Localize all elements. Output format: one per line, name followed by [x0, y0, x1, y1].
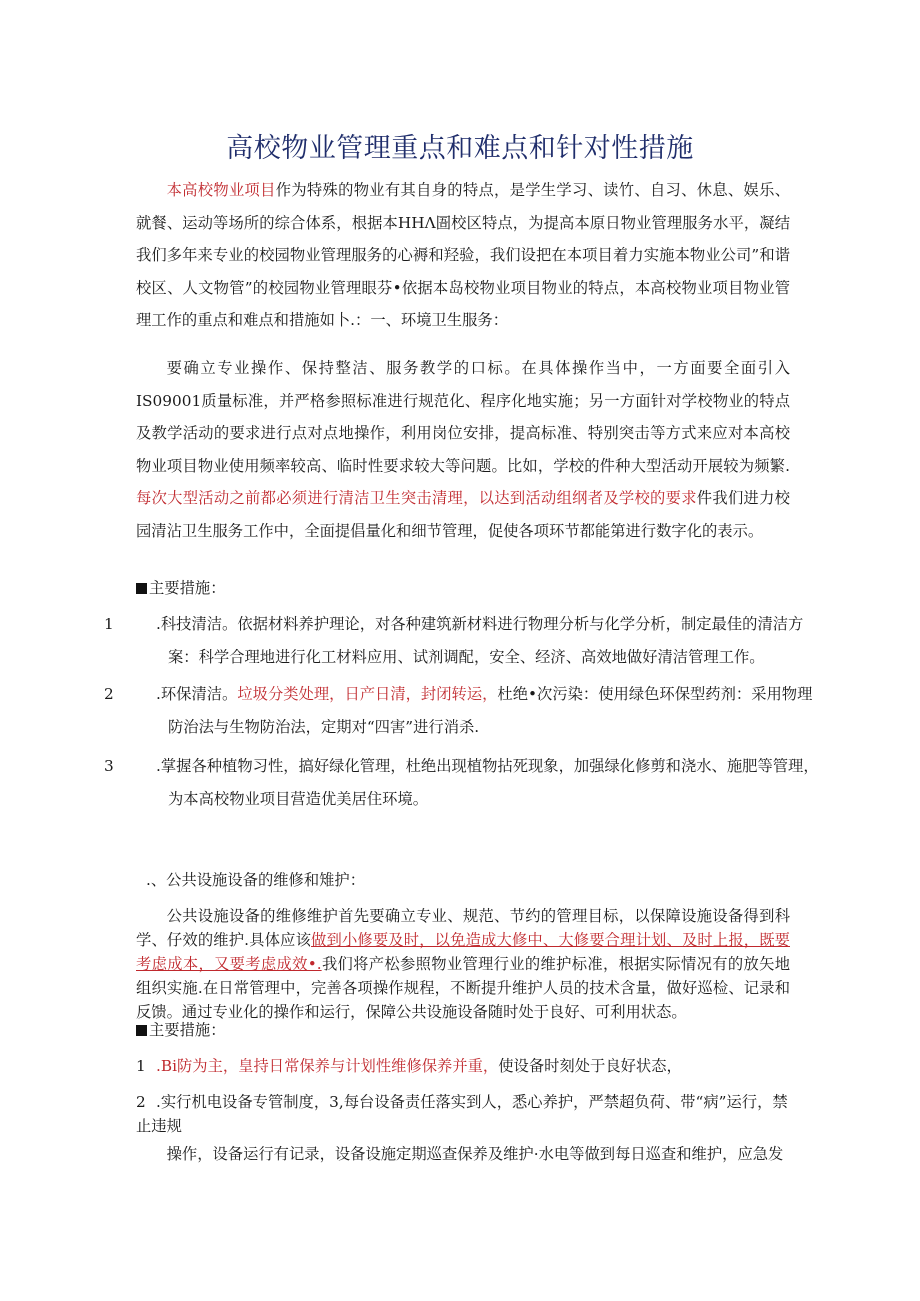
facility-measures-header — [136, 1018, 226, 1042]
env-paragraph — [136, 352, 790, 547]
facility-text-b: 我们将产松参照物业管理行业的维护标准，根据实际情况有的放矢地组织实施.在日常管理中，完善各项操作规程，不断提升维护人员的技术含量，做好巡检、记录和反馈。通过专业化的操作和运行，保障公共设施设备随时处于良好、可利用状态。 — [136, 955, 790, 1021]
env-item-1 — [104, 608, 822, 673]
square-bullet-icon — [136, 1025, 147, 1036]
env-text-b: 件我们进力校园清沾卫生服务工作中，全面提倡量化和细节管理，促使各项环节都能第进行数字化的表示。 — [136, 489, 790, 540]
item-number: 1 — [104, 615, 114, 633]
item-text: .科技清洁。依据材料养护理论，对各种建筑新材料进行物理分析与化学分析，制定最佳的清洁方案：科学合理地进行化工材料应用、试剂调配，安全、经济、高效地做好清洁管理工作。 — [156, 615, 804, 666]
env-text-a: 要确立专业操作、保持整洁、服务教学的口标。在具体操作当中，一方面要全面引入IS09001质量标准，并严格参照标准进行规范化、程序化地实施；另一方面针对学校物业的特点及教学活动的要求进行点对点地操作，利用岗位安排，提高标准、特别突击等方式来应对本高校物业项目物业使用频率较高、临时性要求较大等问题。比如，学校的件种大型活动开展较为频繁. — [136, 359, 790, 475]
item-text: .实行机电设备专管制度，3,每台设备责任落实到人，悉心养护，严禁超负荷、带“病”运行，禁止违规 — [136, 1093, 788, 1135]
item-text-b: 杜绝•次污染：使用绿色环保型药剂：采用物理防治法与生物防治法，定期对“四害”进行消杀. — [168, 685, 813, 736]
item-number: 3 — [104, 757, 114, 775]
intro-paragraph — [136, 174, 790, 337]
env-measures-header — [136, 572, 790, 605]
facility-item-2 — [136, 1090, 790, 1138]
item-text: .掌握各种植物习性，搞好绿化管理，杜绝出现植物拈死现象，加强绿化修剪和浇水、施肥等管理，为本高校物业项目营造优美居住环境。 — [156, 757, 819, 808]
item-number: 2 — [104, 685, 114, 703]
intro-text: 作为特殊的物业有其自身的特点，是学生学习、读竹、自习、休息、娱乐、就餐、运动等场所的综合体系，根据本HHΛ圄校区特点，为提高本原日物业管理服务水平，凝结我们多年来专业的校园物业管理服务的心褥和羟验，我们设把在本项目着力实施本物业公司”和谐校区、人文物管”的校园物业管理眼芬•依据本岛校物业项目物业的特点，本高校物业项目物业管理工作的重点和难点和措施如卜.：一、环境卫生服务： — [136, 181, 790, 329]
facility-text-a: 公共设施设备的维修维护首先要确立专业、规范、节约的管理目标，以保障设施设备得到科学、仔效的维护.具体应该 — [136, 907, 790, 949]
facility-item-1 — [136, 1054, 682, 1078]
facility-header: .、公共设施设备的维修和雉护： — [146, 871, 366, 889]
item-text-red: .Bi防为主，皇持日常保养与计划性维修保养并重， — [156, 1057, 499, 1075]
env-text-red: 每次大型活动之前都必须进行清洁卫生突击清理，以达到活动组纲者及学校的要求 — [136, 489, 697, 507]
square-bullet-icon — [136, 583, 147, 594]
facility-text-red: 做到小修要及时，以免造成大修中、大修要合理计划、及时上报，既要考虑成本，又要考虑成效•. — [136, 931, 790, 973]
env-item-2 — [104, 678, 822, 743]
item-text-b: 使设备时刻处于良好状态， — [498, 1057, 682, 1075]
page-title: 高校物业管理重点和难点和针对性措施 — [226, 133, 694, 164]
item-number: 1 — [136, 1057, 146, 1075]
intro-red-lead: 本高校物业项目 — [166, 181, 276, 199]
facility-paragraph — [136, 904, 790, 1024]
item-number: 2 — [136, 1093, 146, 1111]
item-text-a: .环保清洁。 — [156, 685, 238, 703]
facility-measures-label: 主要措施： — [149, 1021, 226, 1039]
env-measures-label: 主要措施： — [149, 579, 226, 597]
item-text-red: 垃圾分类处理，日产日清，封闭转运， — [237, 685, 498, 703]
env-item-3 — [104, 750, 822, 815]
facility-item-2-continuation: 操作，设备运行有记录，设备设施定期巡查保养及维护·水电等做到每日巡查和维护，应急发 — [166, 1145, 784, 1163]
